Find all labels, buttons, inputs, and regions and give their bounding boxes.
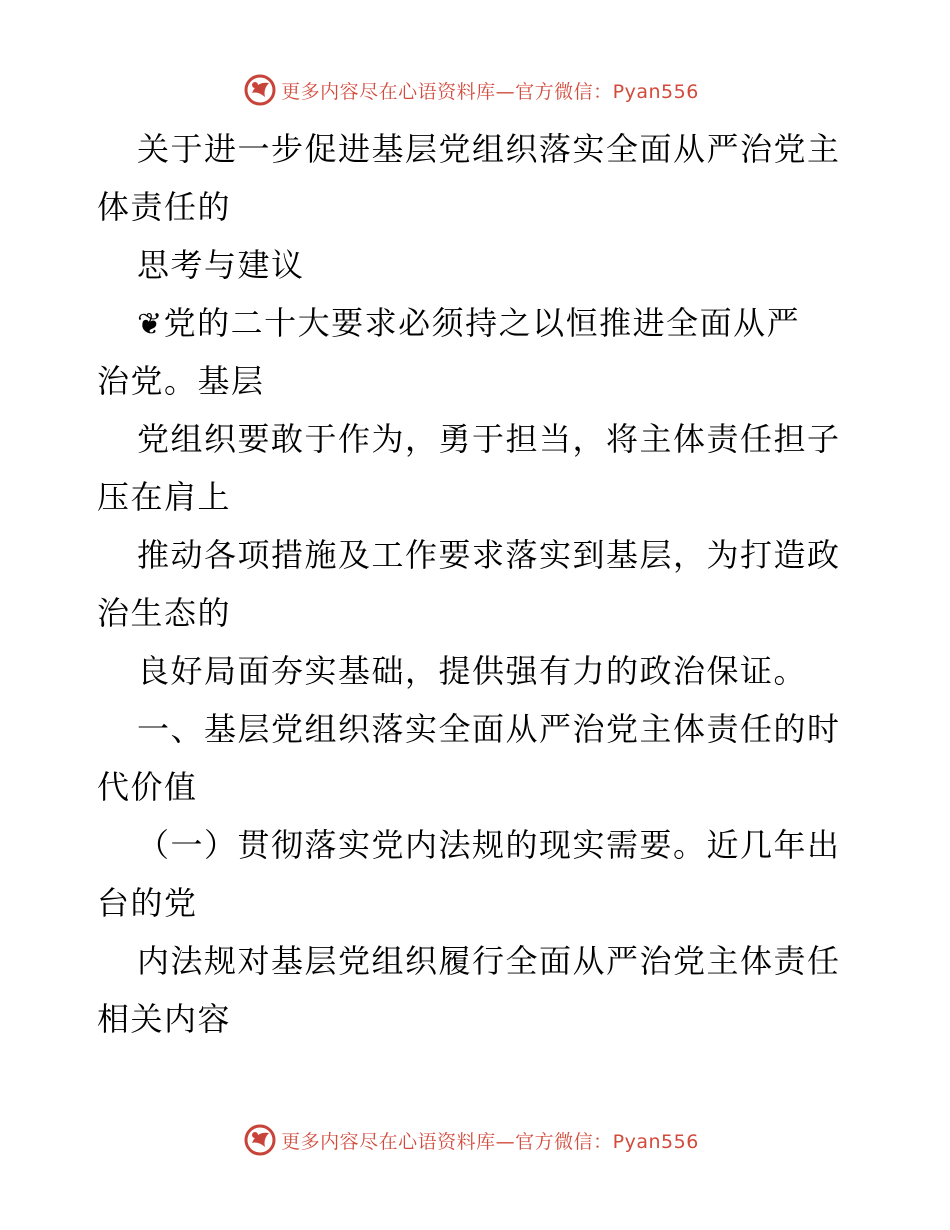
logo-icon <box>243 73 277 107</box>
paragraph-line: 压在肩上 <box>97 478 232 516</box>
paragraph-line: 体责任的 <box>97 188 232 226</box>
paragraph-line: 治生态的 <box>97 594 232 632</box>
paragraph-line: 关于进一步促进基层党组织落实全面从严治党主 <box>137 130 841 168</box>
paragraph-line <box>97 294 857 352</box>
paragraph <box>97 526 857 642</box>
paragraph <box>97 236 857 294</box>
paragraph-line: 内法规对基层党组织履行全面从严治党主体责任 <box>137 942 841 980</box>
logo-icon <box>243 1123 277 1157</box>
paragraph-line: 相关内容 <box>97 1000 232 1038</box>
section-heading <box>97 700 857 816</box>
paragraph-line: 台的党 <box>97 884 198 922</box>
paragraph-line: 治党。基层 <box>97 362 265 400</box>
banner-wechat: 官方微信：Pyan556 <box>515 80 699 103</box>
banner-title: 更多内容尽在心语资料库— <box>281 80 516 103</box>
line-text: 党的二十大要求必须持之以恒推进全面从严 <box>163 304 801 342</box>
paragraph-line: 代价值 <box>97 768 198 806</box>
footer-banner <box>0 1120 950 1160</box>
paragraph <box>97 410 857 526</box>
paragraph-line: 思考与建议 <box>137 246 305 284</box>
paragraph-line: 良好局面夯实基础，提供强有力的政治保证。 <box>137 652 808 690</box>
document-body <box>97 120 857 1048</box>
paragraph-line: 推动各项措施及工作要求落实到基层，为打造政 <box>137 536 841 574</box>
header-banner <box>0 70 950 110</box>
banner-wechat: 官方微信：Pyan556 <box>515 1130 699 1153</box>
paragraph-line: 一、基层党组织落实全面从严治党主体责任的时 <box>137 710 841 748</box>
paragraph <box>97 816 857 932</box>
banner-title: 更多内容尽在心语资料库— <box>281 1130 516 1153</box>
paragraph <box>97 294 857 410</box>
floral-heart-icon: ❦ <box>137 307 164 342</box>
banner-text <box>281 1127 699 1154</box>
paragraph <box>97 642 857 700</box>
banner-text <box>281 77 699 104</box>
paragraph <box>97 120 857 236</box>
paragraph-line: 党组织要敢于作为，勇于担当，将主体责任担子 <box>137 420 841 458</box>
paragraph <box>97 932 857 1048</box>
paragraph-line: （一）贯彻落实党内法规的现实需要。近几年出 <box>137 826 841 864</box>
